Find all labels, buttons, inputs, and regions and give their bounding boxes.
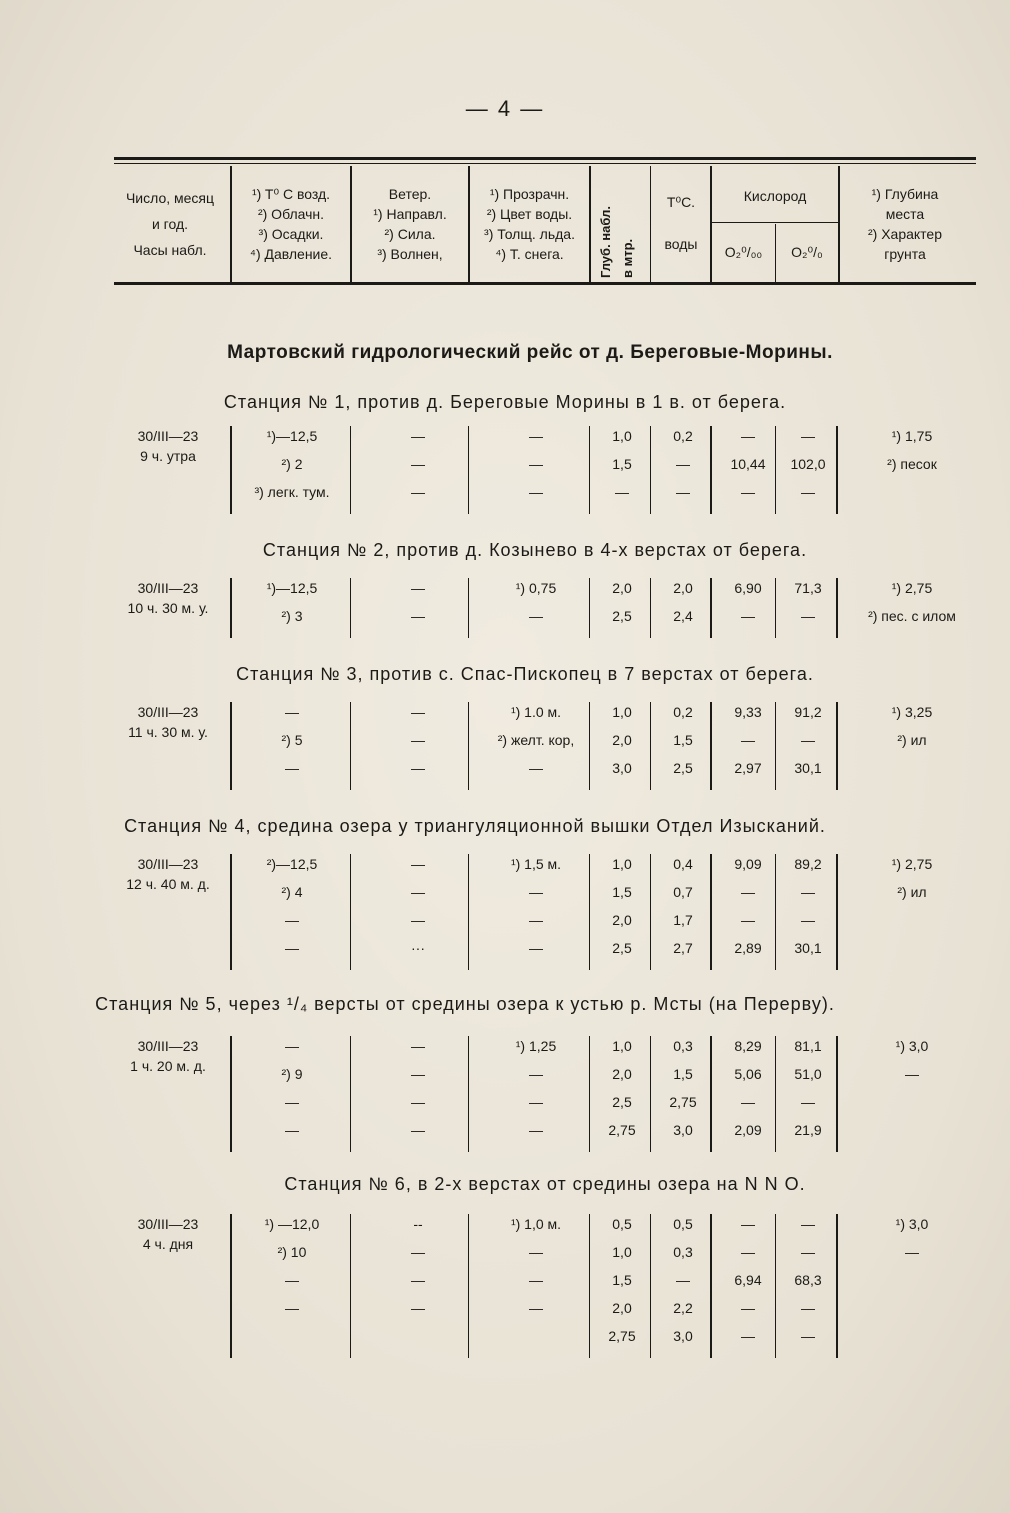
table-cell: 30,1 [794, 760, 822, 776]
table-cell: — [411, 1094, 425, 1110]
table-cell: — [801, 732, 815, 748]
header-oxygen-percent: O₂⁰/₀ [791, 244, 823, 260]
table-cell: — [676, 484, 690, 500]
table-cell: — [529, 1094, 543, 1110]
table-cell: ¹)—12,5 [266, 428, 318, 444]
header-text: ⁴) Т. снега. [495, 246, 564, 262]
table-cell: 2,75 [669, 1094, 697, 1110]
table-cell: 2,5 [673, 760, 693, 776]
table-cell: 0,7 [673, 884, 693, 900]
table-cell: ¹) 3,25 [891, 704, 933, 720]
table-cell: ¹) 3,0 [895, 1038, 929, 1054]
header-top-rule-thin [114, 163, 976, 164]
header-divider [589, 166, 591, 282]
table-cell: — [411, 484, 425, 500]
table-cell: — [285, 760, 299, 776]
column-divider [230, 578, 232, 638]
table-cell: ²) песок [887, 456, 937, 472]
table-cell: 6,94 [734, 1272, 762, 1288]
table-cell: 0,5 [612, 1216, 632, 1232]
table-cell: 91,2 [794, 704, 822, 720]
table-cell: 2,97 [734, 760, 762, 776]
table-cell: 2,0 [612, 912, 632, 928]
header-text: ¹) Глубина [871, 186, 939, 202]
table-cell: — [741, 1300, 755, 1316]
table-cell: ¹)—12,5 [266, 580, 318, 596]
column-divider [230, 426, 232, 514]
table-cell: — [905, 1066, 919, 1082]
header-text: Число, месяц [125, 190, 215, 206]
table-cell: 2,0 [612, 1300, 632, 1316]
table-cell: ²) желт. кор, [497, 732, 575, 748]
table-cell: — [801, 484, 815, 500]
header-text: ⁴) Давление. [249, 246, 333, 262]
observation-date [108, 702, 228, 742]
table-cell: — [411, 912, 425, 928]
table-cell: — [285, 1122, 299, 1138]
page-number: — 4 — [465, 96, 545, 121]
table-cell: 0,3 [673, 1244, 693, 1260]
date-line: 30/III—23 [137, 428, 199, 444]
header-divider [650, 166, 651, 282]
header-transparency-col [470, 184, 589, 264]
observation-date [108, 1036, 228, 1076]
table-cell: ²)—12,5 [266, 856, 318, 872]
table-cell: 89,2 [794, 856, 822, 872]
oxygen-divider [712, 222, 838, 223]
table-cell: 0,2 [673, 428, 693, 444]
table-cell: 0,3 [673, 1038, 693, 1054]
table-cell: 9,09 [734, 856, 762, 872]
table-cell: -- [413, 1216, 423, 1232]
column-divider [230, 702, 232, 790]
table-cell: — [411, 608, 425, 624]
column-divider [350, 702, 351, 790]
table-cell: 2,0 [673, 580, 693, 596]
table-cell: 2,5 [612, 608, 632, 624]
header-text: ³) Волнен, [377, 246, 443, 262]
table-cell: 1,5 [612, 884, 632, 900]
header-text: ³) Толщ. льда. [484, 226, 575, 242]
column-divider [230, 1036, 232, 1152]
table-cell: — [529, 884, 543, 900]
table-cell: 1,0 [612, 1038, 632, 1054]
table-cell: — [801, 884, 815, 900]
header-temp-col [652, 192, 710, 254]
table-cell: 2,09 [734, 1122, 762, 1138]
table-cell: ²) ил [897, 732, 927, 748]
table-cell: 68,3 [794, 1272, 822, 1288]
table-cell: — [741, 484, 755, 500]
header-text: ²) Облачн. [257, 206, 325, 222]
table-cell: — [529, 608, 543, 624]
table-cell: — [411, 1300, 425, 1316]
table-cell: — [529, 912, 543, 928]
table-cell: — [741, 912, 755, 928]
table-cell: — [801, 428, 815, 444]
table-cell: 1,7 [673, 912, 693, 928]
table-cell: 51,0 [794, 1066, 822, 1082]
table-cell: — [285, 1272, 299, 1288]
table-cell: — [411, 1038, 425, 1054]
observation-date [108, 426, 228, 466]
date-line: 9 ч. утра [140, 448, 196, 464]
table-cell: — [676, 1272, 690, 1288]
header-text: T⁰C. [666, 194, 696, 210]
table-cell: ²) 5 [281, 732, 303, 748]
header-text: воды [664, 236, 698, 252]
table-cell: — [411, 856, 425, 872]
date-line: 1 ч. 20 м. д. [130, 1058, 206, 1074]
date-line: 30/III—23 [137, 1038, 199, 1054]
header-divider [710, 166, 712, 282]
table-cell: ²) ил [897, 884, 927, 900]
table-cell: — [411, 456, 425, 472]
table-cell: — [411, 760, 425, 776]
table-cell: — [411, 580, 425, 596]
header-oxygen-title: Кислород [743, 188, 807, 204]
table-cell: — [741, 732, 755, 748]
date-line: 11 ч. 30 м. у. [128, 724, 208, 740]
column-divider [350, 426, 351, 514]
table-cell: 6,90 [734, 580, 762, 596]
table-cell: — [741, 1094, 755, 1110]
table-cell: 2,5 [612, 1094, 632, 1110]
table-cell: 1,0 [612, 704, 632, 720]
header-top-rule [114, 157, 976, 160]
table-cell: — [285, 940, 299, 956]
table-cell: 5,06 [734, 1066, 762, 1082]
header-weather-col [232, 184, 350, 264]
header-ground-col [840, 184, 970, 264]
table-cell: — [801, 1216, 815, 1232]
table-cell: 0,5 [673, 1216, 693, 1232]
table-cell: — [411, 1122, 425, 1138]
table-cell: ¹) 2,75 [891, 580, 933, 596]
report-title: Мартовский гидрологический рейс от д. Береговые-Морины. [227, 342, 833, 363]
table-cell: 102,0 [790, 456, 826, 472]
table-cell: — [529, 456, 543, 472]
table-cell: 3,0 [673, 1328, 693, 1344]
table-cell: — [529, 1272, 543, 1288]
table-cell: — [285, 1038, 299, 1054]
table-cell: — [741, 1328, 755, 1344]
table-cell: — [529, 760, 543, 776]
table-cell: — [741, 1216, 755, 1232]
header-text: ¹) Прозрачн. [489, 186, 570, 202]
table-cell: — [801, 1300, 815, 1316]
table-cell: — [801, 1094, 815, 1110]
table-cell: — [801, 1328, 815, 1344]
table-cell: 9,33 [734, 704, 762, 720]
table-cell: 2,4 [673, 608, 693, 624]
table-cell: — [411, 1066, 425, 1082]
header-bottom-rule [114, 282, 976, 285]
table-cell: 8,29 [734, 1038, 762, 1054]
date-line: 12 ч. 40 м. д. [126, 876, 210, 892]
table-cell: 21,9 [794, 1122, 822, 1138]
table-cell: 0,2 [673, 704, 693, 720]
date-line: 30/III—23 [137, 856, 199, 872]
table-cell: — [411, 884, 425, 900]
table-cell: 3,0 [612, 760, 632, 776]
station-heading: Станция № 4, средина озера у триангуляционной вышки Отдел Изысканий. [124, 816, 826, 836]
table-cell: — [741, 428, 755, 444]
table-cell: — [411, 1244, 425, 1260]
table-cell: 2,75 [608, 1122, 636, 1138]
header-text: ¹) T⁰ C возд. [251, 186, 331, 202]
table-cell: ³) легк. тум. [254, 484, 330, 500]
header-text: ³) Осадки. [258, 226, 324, 242]
table-cell: 1,0 [612, 428, 632, 444]
date-line: 30/III—23 [137, 704, 199, 720]
table-cell: 2,7 [673, 940, 693, 956]
table-cell: — [529, 940, 543, 956]
table-cell: ¹) —12,0 [264, 1216, 320, 1232]
header-date-col [112, 188, 228, 260]
table-cell: ²) пес. с илом [868, 608, 956, 624]
column-divider [350, 578, 351, 638]
table-cell: 10,44 [730, 456, 766, 472]
table-cell: — [529, 1066, 543, 1082]
table-cell: — [529, 1300, 543, 1316]
table-cell: — [905, 1244, 919, 1260]
table-cell: 3,0 [673, 1122, 693, 1138]
station-heading: Станция № 6, в 2-х верстах от средины озера на N N O. [284, 1174, 806, 1194]
table-cell: — [411, 428, 425, 444]
table-cell: 2,75 [608, 1328, 636, 1344]
column-divider [350, 1214, 351, 1358]
header-oxygen-permille: O₂⁰/₀₀ [724, 244, 763, 260]
table-cell: — [741, 608, 755, 624]
table-cell: ²) 4 [281, 884, 303, 900]
table-cell: 2,5 [612, 940, 632, 956]
table-cell: — [741, 1244, 755, 1260]
table-cell: 81,1 [794, 1038, 822, 1054]
header-text: места [885, 206, 925, 222]
date-line: 30/III—23 [137, 1216, 199, 1232]
table-cell: 1,5 [673, 732, 693, 748]
table-cell: — [741, 884, 755, 900]
column-divider [230, 854, 232, 970]
table-cell: — [676, 456, 690, 472]
station-heading: Станция № 1, против д. Береговые Морины в 1 в. от берега. [223, 392, 787, 412]
table-cell: ¹) 1,25 [515, 1038, 557, 1054]
table-cell: ¹) 1,0 м. [510, 1216, 562, 1232]
header-text: ¹) Направл. [373, 206, 447, 222]
table-cell: — [411, 1272, 425, 1288]
date-line: 4 ч. дня [142, 1236, 194, 1252]
table-cell: 2,89 [734, 940, 762, 956]
table-cell: — [285, 912, 299, 928]
table-cell: — [801, 1244, 815, 1260]
column-divider [350, 1036, 351, 1152]
date-line: 10 ч. 30 м. у. [127, 600, 209, 616]
table-cell: ¹) 0,75 [515, 580, 557, 596]
table-cell: 1,5 [612, 456, 632, 472]
table-cell: ²) 10 [277, 1244, 307, 1260]
station-heading: Станция № 3, против с. Спас-Пископец в 7 верстах от берега. [236, 664, 814, 684]
table-cell: 1,0 [612, 1244, 632, 1260]
table-cell: — [801, 912, 815, 928]
table-cell: ²) 3 [281, 608, 303, 624]
table-cell: ²) 2 [281, 456, 303, 472]
table-cell: 1,0 [612, 856, 632, 872]
table-cell: 2,0 [612, 732, 632, 748]
column-divider [350, 854, 351, 970]
header-depth-col-2: в мтр. [620, 238, 635, 278]
table-cell: — [285, 1300, 299, 1316]
header-text: ²) Характер [867, 226, 943, 242]
table-cell: 1,5 [612, 1272, 632, 1288]
observation-date [108, 1214, 228, 1254]
table-cell: 2,0 [612, 580, 632, 596]
table-cell: — [411, 704, 425, 720]
table-cell: ¹) 1,75 [891, 428, 933, 444]
header-text: ²) Цвет воды. [486, 206, 573, 222]
station-heading: Станция № 5, через ¹/₄ версты от средины озера к устью р. Мсты (на Перерву). [95, 994, 835, 1014]
header-depth-col-1: Глуб. набл. [598, 206, 613, 278]
table-cell: ¹) 3,0 [895, 1216, 929, 1232]
header-text: Часы набл. [133, 242, 207, 258]
table-cell: — [529, 1122, 543, 1138]
observation-date [108, 854, 228, 894]
table-cell: ²) 9 [281, 1066, 303, 1082]
table-cell: 2,0 [612, 1066, 632, 1082]
date-line: 30/III—23 [137, 580, 199, 596]
table-cell: ··· [411, 940, 425, 956]
table-cell: — [615, 484, 629, 500]
table-cell: — [529, 1244, 543, 1260]
table-cell: 71,3 [794, 580, 822, 596]
table-cell: — [285, 704, 299, 720]
table-cell: 30,1 [794, 940, 822, 956]
table-cell: — [411, 732, 425, 748]
table-cell: ¹) 1.0 м. [510, 704, 562, 720]
table-cell: — [529, 484, 543, 500]
table-cell: — [801, 608, 815, 624]
station-heading: Станция № 2, против д. Козынево в 4-х верстах от берега. [262, 540, 808, 560]
column-divider [230, 1214, 232, 1358]
header-text: Ветер. [388, 186, 432, 202]
table-cell: — [285, 1094, 299, 1110]
table-cell: 1,5 [673, 1066, 693, 1082]
table-cell: ¹) 2,75 [891, 856, 933, 872]
header-text: и год. [151, 216, 189, 232]
table-cell: 2,2 [673, 1300, 693, 1316]
header-text: ²) Сила. [384, 226, 436, 242]
header-text: грунта [884, 246, 926, 262]
header-wind-col [352, 184, 468, 264]
table-cell: ¹) 1,5 м. [510, 856, 562, 872]
table-cell: — [529, 428, 543, 444]
observation-date [108, 578, 228, 618]
table-cell: 0,4 [673, 856, 693, 872]
